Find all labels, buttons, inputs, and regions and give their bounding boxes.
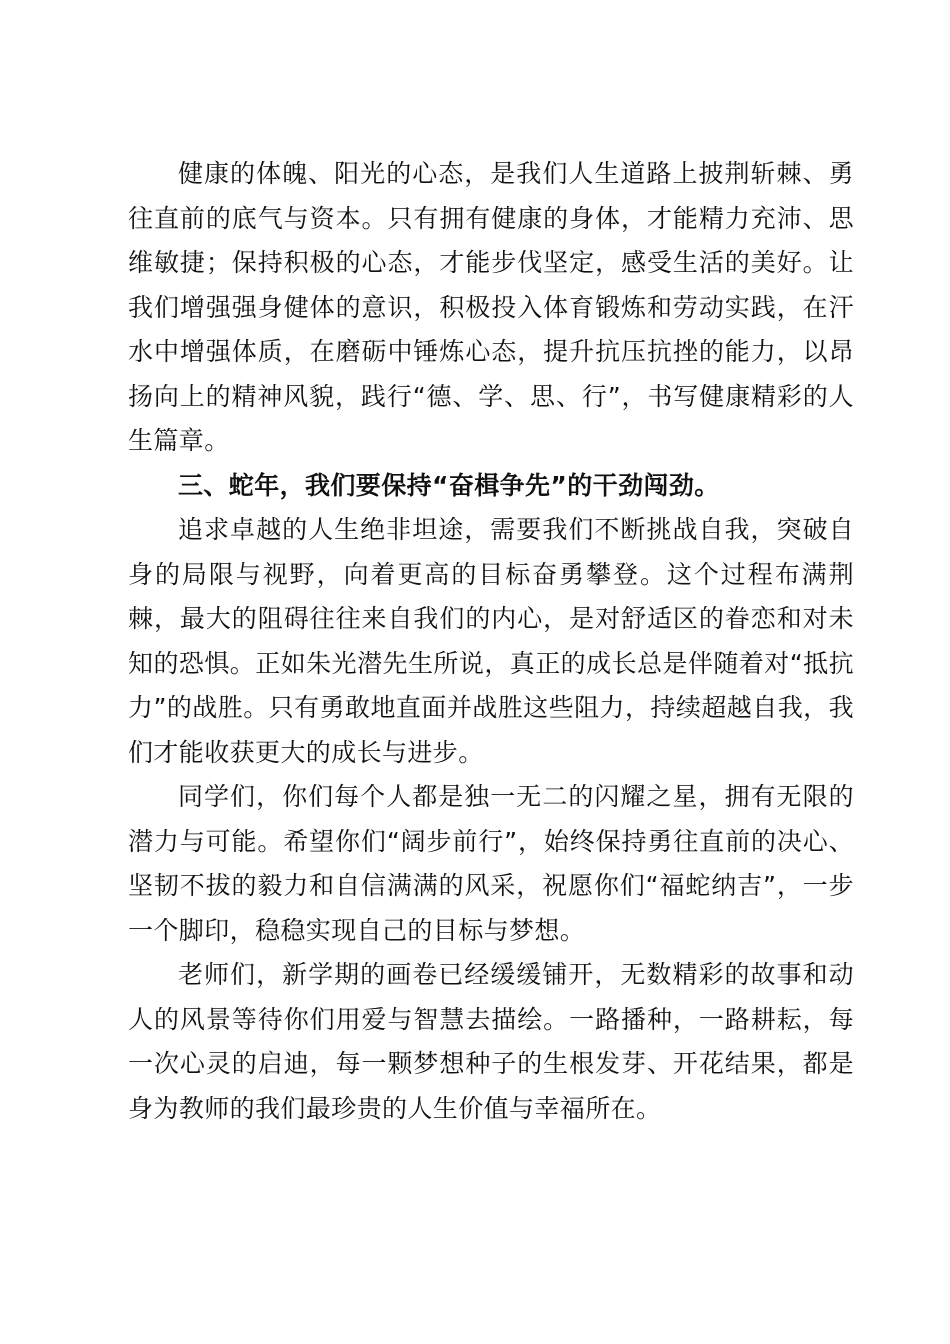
paragraph-teachers: 老师们，新学期的画卷已经缓缓铺开，无数精彩的故事和动人的风景等待你们用爱与智慧去描绘。一路播种，一路耕耘，每一次心灵的启迪，每一颗梦想种子的生根发芽、开花结果，都是身为教师的我们最珍贵的人生价值与幸福所在。 xyxy=(128,960,854,1123)
document-body xyxy=(128,152,854,1131)
section-heading-three: 三、蛇年，我们要保持“奋楫争先”的干劲闯劲。 xyxy=(178,470,720,500)
paragraph-health: 健康的体魄、阳光的心态，是我们人生道路上披荆斩棘、勇往直前的底气与资本。只有拥有健康的身体，才能精力充沛、思维敏捷；保持积极的心态，才能步伐坚定，感受生活的美好。让我们增强强身健体的意识，积极投入体育锻炼和劳动实践，在汗水中增强体质，在磨砺中锤炼心态，提升抗压抗挫的能力，以昂扬向上的精神风貌，践行“德、学、思、行”，书写健康精彩的人生篇章。 xyxy=(128,159,854,455)
paragraph-pursuit: 追求卓越的人生绝非坦途，需要我们不断挑战自我，突破自身的局限与视野，向着更高的目标奋勇攀登。这个过程布满荆棘，最大的阻碍往往来自我们的内心，是对舒适区的眷恋和对未知的恐惧。正如朱光潜先生所说，真正的成长总是伴随着对“抵抗力”的战胜。只有勇敢地直面并战胜这些阻力，持续超越自我，我们才能收获更大的成长与进步。 xyxy=(128,515,854,767)
paragraph-students: 同学们，你们每个人都是独一无二的闪耀之星，拥有无限的潜力与可能。希望你们“阔步前行”，始终保持勇往直前的决心、坚韧不拔的毅力和自信满满的风采，祝愿你们“福蛇纳吉”，一步一个脚印，稳稳实现自己的目标与梦想。 xyxy=(128,782,854,945)
